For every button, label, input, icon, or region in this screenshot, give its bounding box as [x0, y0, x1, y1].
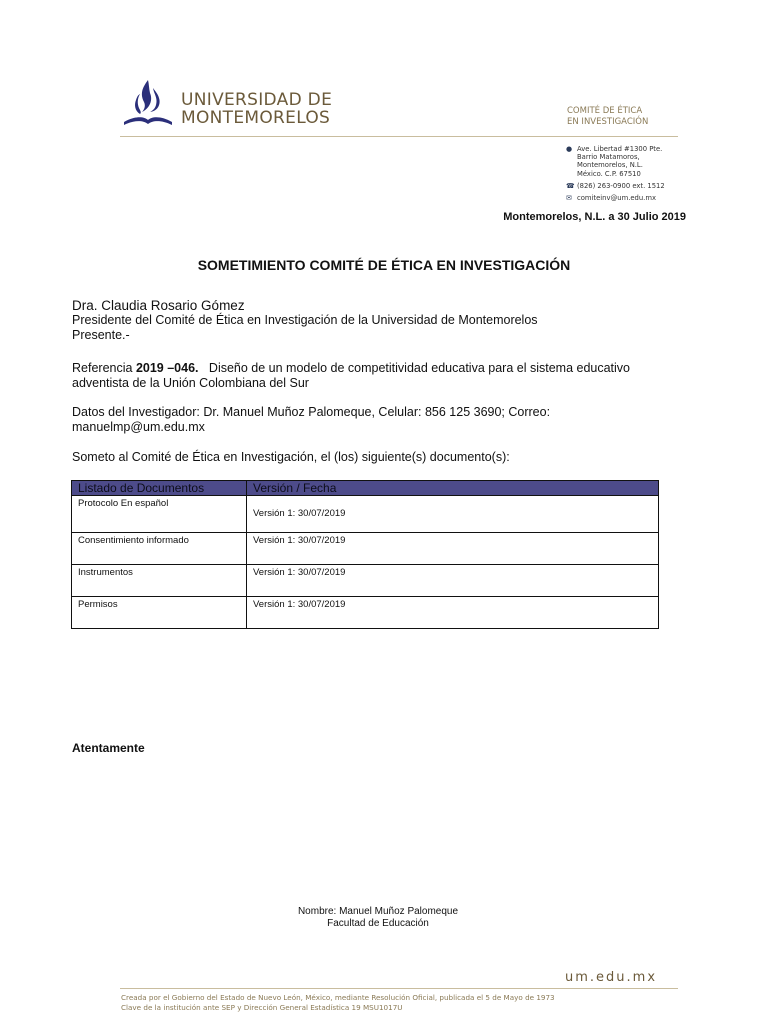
document-version-cell: Versión 1: 30/07/2019 [247, 565, 659, 597]
reference-paragraph [72, 361, 672, 390]
document-name-cell: Consentimiento informado [72, 533, 247, 565]
committee-name [567, 106, 648, 128]
table-row [72, 533, 659, 565]
document-name-cell: Permisos [72, 597, 247, 629]
document-version-cell: Versión 1: 30/07/2019 [247, 496, 659, 533]
document-name-cell: Instrumentos [72, 565, 247, 597]
submit-statement: Someto al Comité de Ética en Investigación, el (los) siguiente(s) documento(s): [72, 450, 510, 464]
website-link[interactable]: um.edu.mx [565, 970, 658, 985]
investigator-line2[interactable]: manuelmp@um.edu.mx [72, 419, 205, 434]
location-pin-icon: ● [566, 145, 573, 153]
footer-divider [120, 988, 678, 989]
document-name-cell: Protocolo En español [72, 496, 247, 533]
institution-name-line2: MONTEMORELOS [181, 108, 331, 128]
address-line-2: Barrio Matamoros, [577, 153, 640, 162]
header-divider [120, 136, 678, 137]
header-documents: Listado de Documentos [72, 481, 247, 496]
address-line-1: Ave. Libertad #1300 Pte. [577, 145, 663, 153]
address-line-3: Montemorelos, N.L. [577, 161, 643, 170]
footer-note [121, 993, 555, 1013]
addressee-name: Dra. Claudia Rosario Gómez [72, 298, 245, 313]
document-version-cell: Versión 1: 30/07/2019 [247, 597, 659, 629]
addressee-block [72, 298, 538, 343]
institution-name [181, 91, 332, 127]
signature-name: Nombre: Manuel Muñoz Palomeque [297, 906, 459, 917]
investigator-line1: Datos del Investigador: Dr. Manuel Muñoz Palomeque, Celular: 856 125 3690; Correo: [72, 405, 551, 419]
signature-block [0, 906, 756, 929]
addressee-greeting: Presente.- [72, 328, 130, 342]
table-row [72, 597, 659, 629]
document-title: SOMETIMIENTO COMITÉ DE ÉTICA EN INVESTIGACIÓN [197, 257, 571, 273]
contact-phone: (826) 263-0900 ext. 1512 [577, 181, 665, 190]
table-row [72, 496, 659, 533]
reference-text-line2: adventista de la Unión Colombiana del Sur [72, 375, 309, 390]
phone-icon: ☎ [566, 181, 575, 190]
email-icon: ✉ [566, 194, 572, 203]
header-version-date: Versión / Fecha [247, 481, 659, 496]
table-row [72, 565, 659, 597]
footer-line1: Creada por el Gobierno del Estado de Nuevo León, México, mediante Resolución Oficial, publicada el 5 de Mayo de 1973 [121, 993, 555, 1002]
institution-name-line1: UNIVERSIDAD DE [181, 90, 333, 110]
reference-text-line1: Diseño de un modelo de competitividad educativa para el sistema educativo [198, 361, 631, 375]
university-flame-logo-icon [120, 78, 176, 130]
committee-name-line2: EN INVESTIGACIÓN [567, 117, 649, 127]
committee-name-line1: COMITÉ DE ÉTICA [567, 106, 643, 116]
investigator-paragraph [72, 405, 672, 434]
date-line: Montemorelos, N.L. a 30 Julio 2019 [503, 211, 686, 223]
addressee-role: Presidente del Comité de Ética en Investigación de la Universidad de Montemorelos [72, 313, 538, 327]
contact-email[interactable]: comiteinv@um.edu.mx [577, 194, 656, 203]
signature-faculty: Facultad de Educación [327, 917, 429, 929]
footer-line2: Clave de la institución ante SEP y Dirección General Estadística 19 MSU1017U [121, 1003, 403, 1012]
contact-block [566, 145, 665, 202]
reference-code: 2019 –046. [135, 361, 199, 375]
closing-text: Atentamente [72, 741, 145, 755]
address-line-4: México. C.P. 67510 [577, 169, 641, 178]
document-version-cell: Versión 1: 30/07/2019 [247, 533, 659, 565]
table-header-row [72, 481, 659, 496]
reference-label: Referencia [72, 361, 136, 375]
documents-table [71, 480, 659, 629]
